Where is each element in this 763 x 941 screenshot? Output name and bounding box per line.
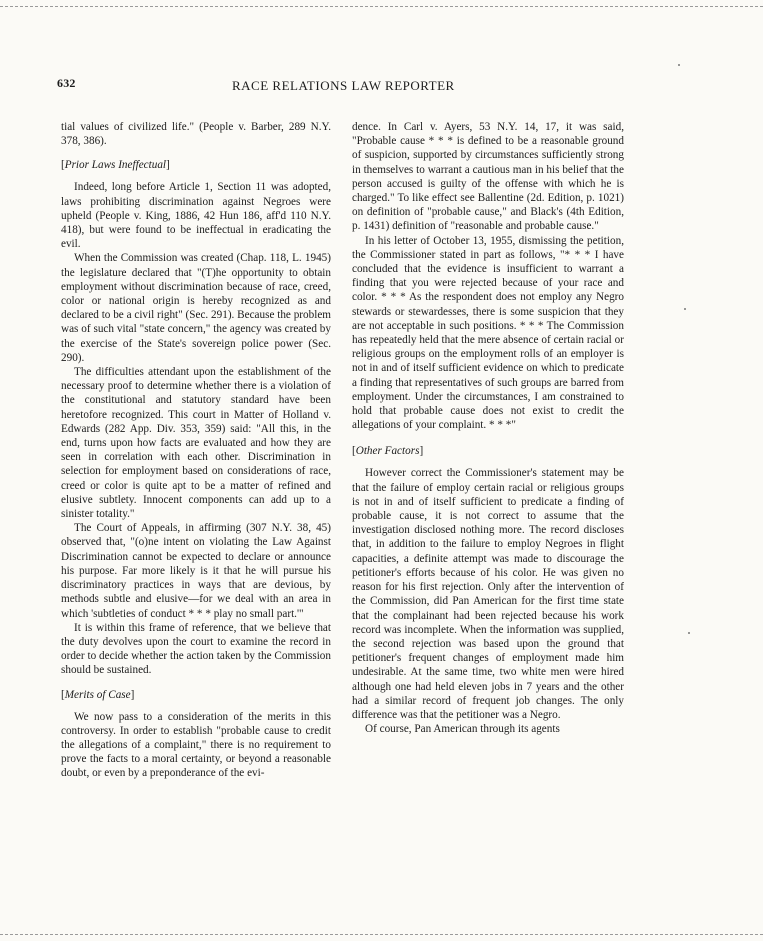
section-heading-text: Other Factors bbox=[355, 445, 420, 458]
scan-speck bbox=[688, 632, 690, 634]
paragraph: In his letter of October 13, 1955, dismissing the petition, the Commissioner stated in part as follows, "* * * I have concluded that the evidence is insufficient to warrant a finding that you were rejected because of your race and color. * * * As the respondent does not employ any Negro stewards or stewardesses, there is some suspicion that they are not acceptable in such positions. * * * The Commission has repeatedly held that the mere absence of certain racial or religious groups on the employment rolls of an employer is not in and of itself sufficient evidence on which to predicate a finding that representatives of such groups are barred from employment. Under the circumstances, I am constrained to hold that probable cause does not exist to credit the allegations of your complaint. * * *" bbox=[352, 234, 624, 432]
paragraph: We now pass to a consideration of the merits in this controversy. In order to establish "probable cause to credit the allegations of a complaint," there is no requirement to prove the facts to a moral certainty, or beyond a reasonable doubt, or even by a preponderance of the evi- bbox=[61, 710, 331, 780]
paragraph: tial values of civilized life." (People v. Barber, 289 N.Y. 378, 386). bbox=[61, 121, 331, 148]
paragraph: However correct the Commissioner's statement may be that the failure of employ certain racial or religious groups is not in and of itself sufficient to predicate a finding of probable cause, it is not correct to assume that the investigation disclosed nothing more. The record discloses that, in addition to the failure to employ Negroes in flight capacities, a definite attempt was made to discourage the petitioner's efforts because of his color. He was given no reason for his first rejection. Only after the intervention of the Commission, did Pan American for the first time state that the complainant had been rejected because his work record was incomplete. When the information was supplied, the second rejection was based upon the ground that petitioner's frequent changes of employment made him undesirable. At the same time, two white men were hired although one had held eleven jobs in 7 years and the other had a similar record of frequent job changes. The only difference was that the petitioner was a Negro. bbox=[352, 467, 624, 721]
section-heading-text: Prior Laws Ineffectual bbox=[64, 159, 167, 172]
scan-speck bbox=[678, 64, 680, 66]
section-heading-prior-laws: [Prior Laws Ineffectual] bbox=[61, 159, 170, 172]
paragraph: dence. In Carl v. Ayers, 53 N.Y. 14, 17, it was said, "Probable cause * * * is defined to be a reasonable ground of suspicion, supported by circumstances sufficiently strong in themselves to warrant a cautious man in his belief that the person accused is guilty of the offense with which he is charged." To like effect see Ballentine (2d. Edition, p. 1021) on definition of "probable cause," and Black's (4th Edition, p. 1431) definition of "reasonable and probable cause." bbox=[352, 121, 624, 233]
paragraph: Of course, Pan American through its agents bbox=[365, 723, 560, 736]
section-heading-merits: [Merits of Case] bbox=[61, 688, 135, 701]
section-heading-text: Merits of Case bbox=[64, 688, 131, 701]
paragraph: The difficulties attendant upon the establishment of the necessary proof to determine whether there is a violation of the constitutional and statutory standard have been heretofore recognized. This court in Matter of Holland v. Edwards (282 App. Div. 353, 359) said: "All this, in the end, turns upon how facts are evaluated and how they are seen in correlation with each other. Discrimination in selection for employment based on considerations of race, creed or color is quite apt to be a matter of refined and elusive subtlety. Innocent components can add up to a sinister totality." bbox=[61, 366, 331, 521]
paragraph: When the Commission was created (Chap. 118, L. 1945) the legislature declared that "(T)he opportunity to obtain employment without discrimination because of race, creed, color or national origin is hereby recognized as and declared to be a civil right" (Sec. 291). Because the problem was of such vital "state concern," the agency was created by the exercise of the State's sovereign police power (Sec. 290). bbox=[61, 252, 331, 364]
paragraph: The Court of Appeals, in affirming (307 N.Y. 38, 45) observed that, "(o)ne intent on violating the Law Against Discrimination cannot be expected to declare or announce his purpose. Far more likely is it that he will pursue his discriminatory practices in ways that are devious, by methods subtle and elusive—for we deal with an area in which 'subtleties of conduct * * * play no small part.'" bbox=[61, 522, 331, 620]
left-column bbox=[61, 120, 331, 781]
running-header: RACE RELATIONS LAW REPORTER bbox=[232, 78, 455, 93]
scan-speck bbox=[684, 308, 686, 310]
bottom-dashed-border bbox=[0, 934, 763, 935]
right-column bbox=[352, 120, 624, 736]
top-dashed-border bbox=[0, 6, 763, 7]
paragraph: It is within this frame of reference, that we believe that the duty devolves upon the court to examine the record in order to decide whether the action taken by the Commission should be sustained. bbox=[61, 621, 331, 677]
page-number: 632 bbox=[57, 76, 76, 90]
section-heading-other-factors: [Other Factors] bbox=[352, 445, 424, 458]
paragraph: Indeed, long before Article 1, Section 11 was adopted, laws prohibiting discrimination against Negroes were upheld (People v. King, 1886, 42 Hun 186, aff'd 110 N.Y. 418), but were found to be ineffectual in eradicating the evil. bbox=[61, 181, 331, 251]
